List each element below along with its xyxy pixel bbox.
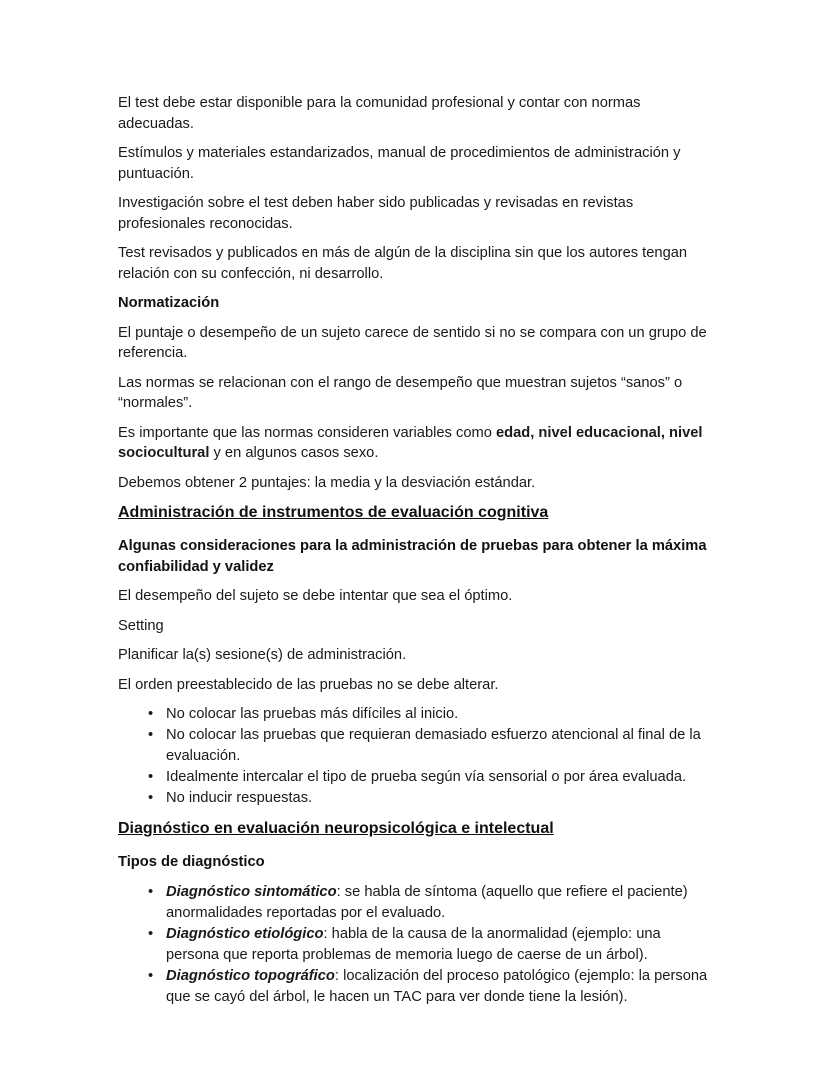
subheading-tipos-diagnostico: Tipos de diagnóstico [118,854,265,870]
paragraph: Test revisados y publicados en más de algún de la disciplina sin que los autores tengan relación con su confección, ni desarrollo. [118,245,688,282]
heading-administracion: Administración de instrumentos de evaluación cognitiva [118,504,549,521]
paragraph: Estímulos y materiales estandarizados, manual de procedimientos de administración y puntuación. [118,145,681,182]
paragraph [118,423,712,464]
heading-diagnostico: Diagnóstico en evaluación neuropsicológica e intelectual [118,820,554,837]
diagnosis-term: Diagnóstico topográfico [166,967,335,984]
paragraph: Las normas se relacionan con el rango de desempeño que muestran sujetos “sanos” o “normales”. [118,374,683,411]
diagnosis-definition: : se habla de síntoma (aquello que refiere el paciente) anormalidades reportadas por el evaluado. [166,883,688,921]
paragraph: Setting [118,617,164,634]
list-item: • No colocar las pruebas que requieran demasiado esfuerzo atencional al final de la evaluación. [166,725,712,767]
list-item: • Idealmente intercalar el tipo de prueba según vía sensorial o por área evaluada. [166,767,712,788]
emphasized-text: edad, nivel educacional, nivel sociocultural [118,424,703,461]
diagnostico-bullet-list [118,882,712,1008]
paragraph: Debemos obtener 2 puntajes: la media y la desviación estándar. [118,474,536,491]
paragraph: Planificar la(s) sesione(s) de administración. [118,647,407,663]
diagnosis-definition: : localización del proceso patológico (ejemplo: la persona que se cayó del árbol, le hacen un TAC para ver donde tiene la lesión). [166,967,708,1005]
paragraph-text: y en algunos casos sexo. [209,445,379,461]
diagnosis-term: Diagnóstico sintomático [166,883,337,900]
admin-bullet-list [118,704,712,809]
list-item [166,924,712,966]
paragraph: Investigación sobre el test deben haber sido publicadas y revisadas en revistas profesionales reconocidas. [118,195,634,232]
paragraph: El puntaje o desempeño de un sujeto carece de sentido si no se compara con un grupo de referencia. [118,324,707,361]
diagnosis-term: Diagnóstico etiológico [166,925,324,942]
paragraph: El desempeño del sujeto se debe intentar que sea el óptimo. [118,588,513,604]
list-item: • No colocar las pruebas más difíciles al inicio. [166,704,712,725]
subheading-consideraciones: Algunas consideraciones para la administración de pruebas para obtener la máxima confiabilidad y validez [118,538,707,575]
heading-normatizacion: Normatización [118,295,220,311]
list-item [166,882,712,924]
paragraph: El orden preestablecido de las pruebas no se debe alterar. [118,676,499,693]
diagnosis-definition: : habla de la causa de la anormalidad (ejemplo: una persona que reporta problemas de memoria luego de caerse de un árbol). [166,925,661,963]
list-item [166,966,712,1008]
list-item: • No inducir respuestas. [166,788,712,809]
paragraph-text: Es importante que las normas consideren variables como [118,424,496,441]
paragraph: El test debe estar disponible para la comunidad profesional y contar con normas adecuadas. [118,95,641,132]
